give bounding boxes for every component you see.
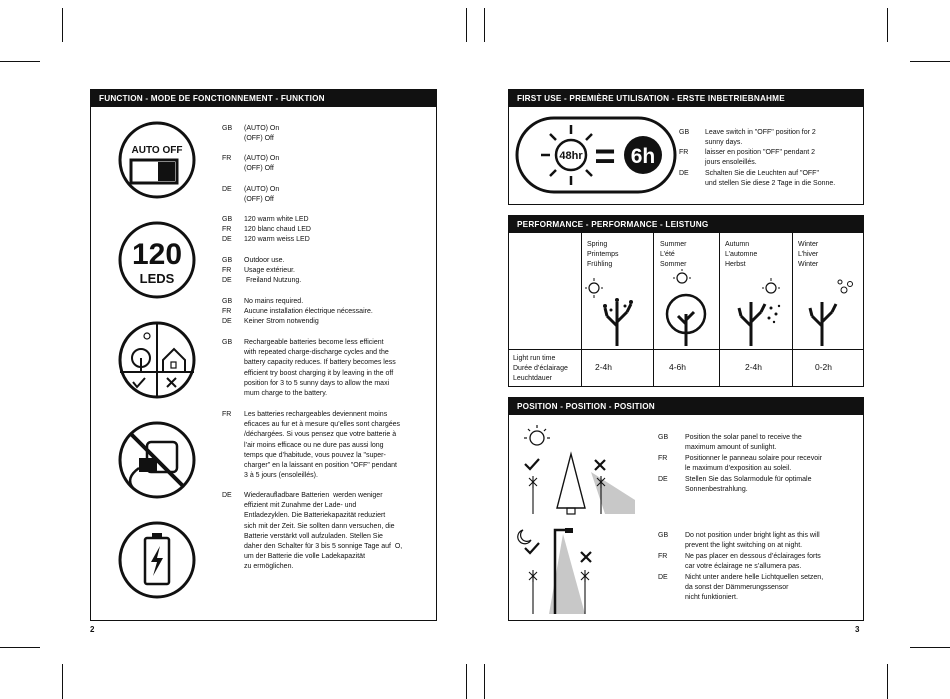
- winter-tree-icon: [794, 276, 862, 348]
- entry-text: Wiederaufladbare Batterien werden weniger effizient mit Zunahme der Lade- und Entladezyklen. Die Batteriekapazität reduziert sich mit der Zeit. Sie sollten dann versuchen, die Batterie verstärkt voll aufzuladen. Stellen Sie daher den Schalter für 3 bis 5 sonnige Tage auf O, um der Batterie die volle Ladekapazität zu ermöglichen.: [244, 492, 403, 571]
- lang-code: GB: [222, 257, 233, 264]
- entry-text: Position the solar panel to receive the maximum amount of sunlight.: [685, 434, 802, 452]
- lang-code: GB: [222, 216, 233, 223]
- season-label: Winter L’hiver Winter: [798, 241, 819, 269]
- lang-code: DE: [679, 170, 689, 177]
- led-number: 120: [131, 238, 183, 271]
- no-mains-plug-icon: [117, 420, 197, 500]
- entry-text: Nicht unter andere helle Lichtquellen setzen, da sonst der Dämmerungssensor nicht funktioniert.: [685, 574, 824, 602]
- hours-48-label: 48hr: [559, 150, 583, 162]
- lang-code: DE: [658, 574, 668, 581]
- entry-text: Leave switch in "OFF" position for 2 sunny days.: [705, 129, 816, 147]
- crop-mark: [910, 61, 950, 62]
- function-panel: [90, 89, 437, 621]
- entry-text: laisser en position "OFF" pendant 2 jours ensoleillés.: [705, 149, 816, 167]
- entry-text: Do not position under bright light as this will prevent the light switching on at night.: [685, 532, 820, 550]
- lang-code: DE: [222, 277, 232, 284]
- auto-off-switch-icon: [117, 120, 197, 200]
- crop-mark: [0, 61, 40, 62]
- lang-code: DE: [222, 186, 232, 193]
- lang-code: FR: [658, 553, 668, 560]
- season-label: Spring Printemps Frühling: [587, 241, 619, 269]
- position-header: POSITION - POSITION - POSITION: [509, 398, 863, 415]
- entry-text: 120 warm white LED: [244, 216, 309, 223]
- hours-6-label: 6h: [630, 145, 656, 168]
- lang-code: GB: [658, 532, 669, 539]
- crop-mark: [466, 8, 467, 42]
- entry-text: Stellen Sie das Solarmodule für optimale Sonnenbestrahlung.: [685, 476, 812, 494]
- first-use-header: FIRST USE - PREMIÈRE UTILISATION - ERSTE INBETRIEBNAHME: [509, 90, 863, 107]
- table-divider: [719, 233, 720, 386]
- run-time-value: 2-4h: [745, 362, 763, 372]
- outdoor-use-icon: [117, 320, 197, 400]
- entry-text: (AUTO) On (OFF) Off: [244, 155, 280, 173]
- sunlight-position-icon: [515, 422, 635, 522]
- crop-mark: [0, 647, 40, 648]
- entry-text: No mains required.: [244, 298, 304, 305]
- crop-mark: [887, 8, 888, 42]
- entry-text: Schalten Sie die Leuchten auf "OFF" und stellen Sie diese 2 Tage in die Sonne.: [705, 170, 836, 188]
- lang-code: FR: [679, 149, 689, 156]
- led-label: LEDS: [139, 271, 175, 286]
- lang-code: GB: [222, 125, 233, 132]
- entry-text: 120 blanc chaud LED: [244, 226, 311, 233]
- entry-text: Freiland Nutzung.: [244, 277, 302, 284]
- light-run-time-label: Light run time Durée d’éclairage Leuchtdauer: [513, 355, 568, 383]
- lang-code: DE: [222, 492, 232, 499]
- spring-tree-icon: [585, 276, 649, 348]
- lang-code: GB: [222, 298, 233, 305]
- crop-mark: [466, 664, 467, 699]
- crop-mark: [887, 664, 888, 699]
- lang-code: FR: [222, 308, 232, 315]
- entry-text: Rechargeable batteries become less efficient with repeated charge-discharge cycles and the battery capacity reduces. If battery becomes less efficient try boost charging it by leaving in the off position for 3 to 5 sunny days to allow the maxi mum charge to the battery.: [244, 339, 396, 398]
- entry-text: Usage extérieur.: [244, 267, 295, 274]
- battery-icon: [117, 520, 197, 600]
- table-divider: [581, 233, 582, 386]
- entry-text: (AUTO) On (OFF) Off: [244, 125, 280, 143]
- lang-code: DE: [658, 476, 668, 483]
- lang-code: GB: [679, 129, 690, 136]
- season-label: Autumn L’automne Herbst: [725, 241, 758, 269]
- performance-panel: [508, 215, 864, 387]
- entry-text: Positionner le panneau solaire pour recevoir le maximum d’exposition au soleil.: [685, 455, 822, 473]
- crop-mark: [484, 8, 485, 42]
- page-number-left: 2: [90, 625, 95, 634]
- run-time-value: 4-6h: [669, 362, 687, 372]
- page-number-right: 3: [855, 625, 860, 634]
- switch-label: AUTO OFF: [131, 145, 183, 156]
- entry-text: (AUTO) On (OFF) Off: [244, 186, 280, 204]
- street-light-warning-icon: [515, 526, 635, 616]
- entry-text: Les batteries rechargeables deviennent moins eficaces au fur et à mesure qu’elles sont chargées /déchargées. Si vous pensez que votre batterie à l’air moins efficace ou ne dure pas aussi long temps que d’habitude, vous pouvez la "super- charger" en la laissant en position "OFF" pendant 3 à 5 jours (ensoleillés).: [244, 411, 401, 480]
- lang-code: FR: [222, 267, 232, 274]
- crop-mark: [62, 664, 63, 699]
- crop-mark: [910, 647, 950, 648]
- crop-mark: [484, 664, 485, 699]
- entry-text: Ne pas placer en dessous d’éclairages forts car votre éclairage ne s’allumera pas.: [685, 553, 821, 571]
- entry-text: 120 warm weiss LED: [244, 236, 310, 243]
- lang-code: FR: [222, 411, 232, 418]
- function-header: FUNCTION - MODE DE FONCTIONNEMENT - FUNKTION: [91, 90, 436, 107]
- entry-text: Keiner Strom notwendig: [244, 318, 319, 325]
- performance-header: PERFORMANCE - PERFORMANCE - LEISTUNG: [509, 216, 863, 233]
- lang-code: FR: [222, 155, 232, 162]
- lang-code: GB: [222, 339, 233, 346]
- season-label: Summer L’été Sommer: [660, 241, 687, 269]
- summer-tree-icon: [654, 268, 718, 348]
- led-count-icon: [117, 220, 197, 300]
- entry-text: Aucune installation électrique nécessaire.: [244, 308, 373, 315]
- autumn-tree-icon: [721, 276, 791, 348]
- equals-sign: =: [594, 135, 616, 176]
- run-time-value: 0-2h: [815, 362, 833, 372]
- run-time-value: 2-4h: [595, 362, 613, 372]
- lang-code: DE: [222, 318, 232, 325]
- first-use-panel: [508, 89, 864, 205]
- lang-code: DE: [222, 236, 232, 243]
- table-divider: [509, 349, 863, 350]
- lang-code: GB: [658, 434, 669, 441]
- table-divider: [792, 233, 793, 386]
- lang-code: FR: [658, 455, 668, 462]
- lang-code: FR: [222, 226, 232, 233]
- entry-text: Outdoor use.: [244, 257, 285, 264]
- crop-mark: [62, 8, 63, 42]
- charge-time-icon: [513, 112, 679, 198]
- position-panel: [508, 397, 864, 621]
